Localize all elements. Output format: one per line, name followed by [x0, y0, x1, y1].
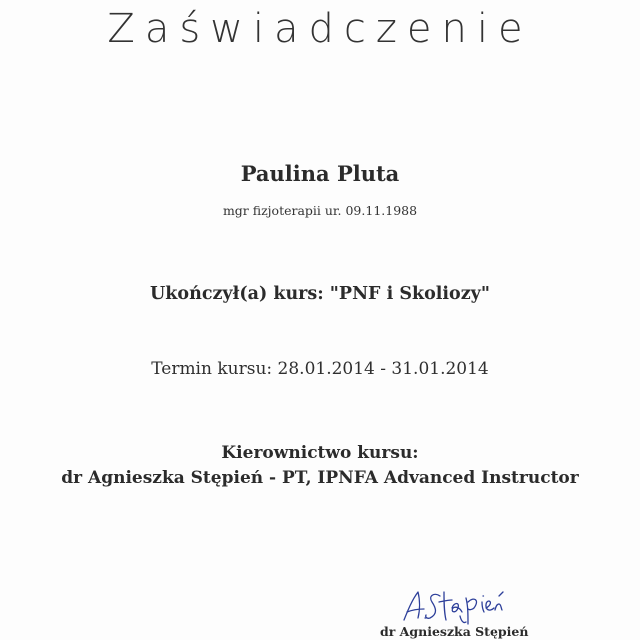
signatory-name: dr Agnieszka Stępień: [380, 624, 529, 639]
course-term: Termin kursu: 28.01.2014 - 31.01.2014: [151, 359, 489, 379]
recipient-name: Paulina Pluta: [240, 161, 400, 186]
directors-heading: Kierownictwo kursu:: [221, 443, 419, 463]
handwritten-signature: [398, 582, 508, 626]
certificate-title: Zaświadczenie: [107, 6, 533, 52]
recipient-details: mgr fizjoterapii ur. 09.11.1988: [222, 203, 418, 218]
course-directors: dr Agnieszka Stępień - PT, IPNFA Advanced Instructor: [61, 468, 579, 488]
course-completed: Ukończył(a) kurs: "PNF i Skoliozy": [150, 284, 490, 304]
